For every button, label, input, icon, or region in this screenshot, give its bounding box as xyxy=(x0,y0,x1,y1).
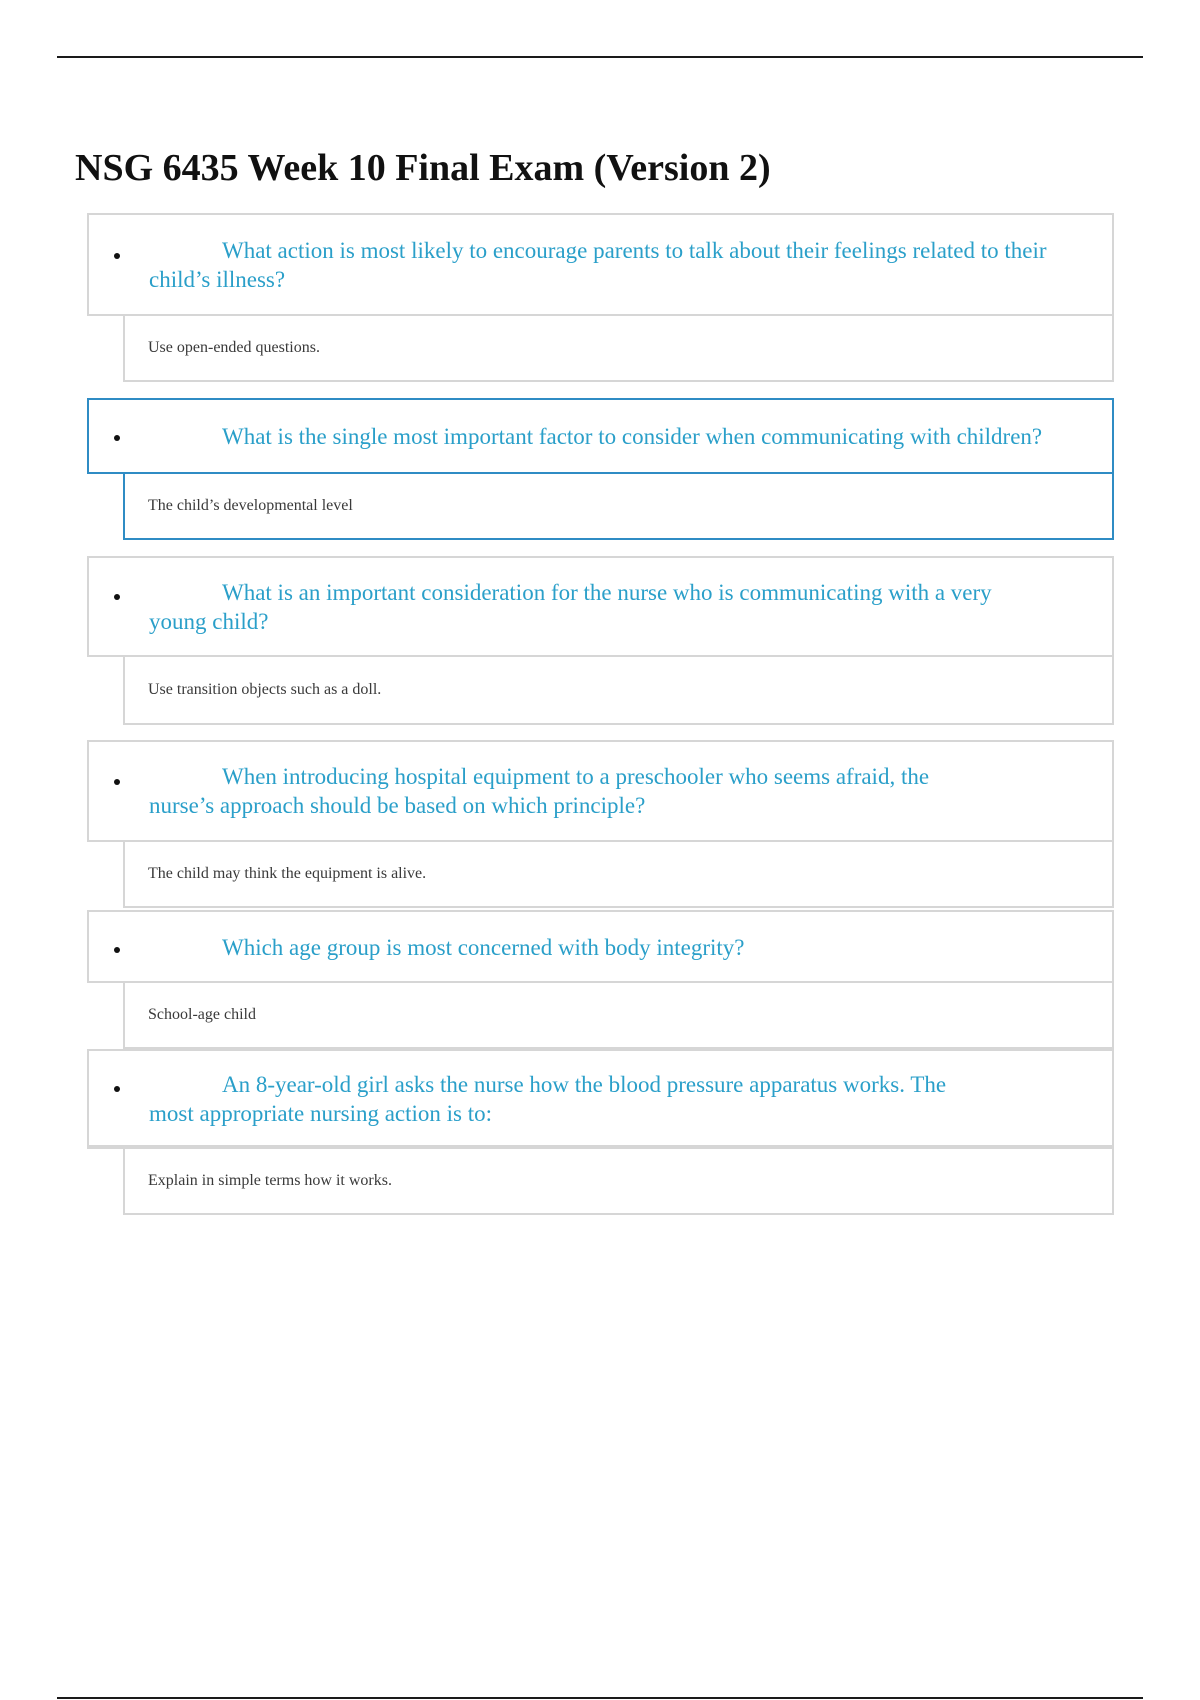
answer-text: The child’s developmental level xyxy=(148,497,353,514)
footer-rule xyxy=(57,1697,1143,1699)
header-rule xyxy=(57,56,1143,58)
question-text: What action is most likely to encourage parents to talk about their feelings related to their child’s illness? xyxy=(149,238,1047,292)
qa-item-3 xyxy=(87,556,1114,725)
bullet-icon xyxy=(114,779,120,785)
question-box[interactable] xyxy=(87,398,1114,474)
question-text: What is an important consideration for the nurse who is communicating with a very young child? xyxy=(149,580,992,634)
question-text: Which age group is most concerned with body integrity? xyxy=(222,935,745,960)
answer-box[interactable] xyxy=(123,316,1114,382)
qa-item-4 xyxy=(87,740,1114,908)
answer-text: The child may think the equipment is alive. xyxy=(148,865,427,882)
qa-item-2 xyxy=(87,398,1114,540)
answer-text: Use transition objects such as a doll. xyxy=(148,681,382,698)
answer-text: School-age child xyxy=(148,1006,256,1023)
bullet-icon xyxy=(114,947,120,953)
bullet-icon xyxy=(114,435,120,441)
answer-box[interactable] xyxy=(123,842,1114,908)
question-box[interactable] xyxy=(87,556,1114,657)
question-text: When introducing hospital equipment to a preschooler who seems afraid, the nurse’s approach should be based on which principle? xyxy=(149,764,930,818)
answer-text: Use open-ended questions. xyxy=(148,339,320,356)
qa-item-5 xyxy=(87,910,1114,1049)
bullet-icon xyxy=(114,253,120,259)
question-box[interactable] xyxy=(87,740,1114,842)
bullet-icon xyxy=(114,594,120,600)
question-box[interactable] xyxy=(87,910,1114,983)
document-title: NSG 6435 Week 10 Final Exam (Version 2) xyxy=(75,147,771,189)
qa-item-1 xyxy=(87,213,1114,382)
answer-text: Explain in simple terms how it works. xyxy=(148,1172,392,1189)
question-box[interactable] xyxy=(87,213,1114,316)
answer-box[interactable] xyxy=(123,983,1114,1049)
question-text: What is the single most important factor to consider when communicating with children? xyxy=(222,424,1043,449)
answer-box[interactable] xyxy=(123,474,1114,540)
question-box[interactable] xyxy=(87,1049,1114,1149)
bullet-icon xyxy=(114,1086,120,1092)
answer-box[interactable] xyxy=(123,657,1114,725)
question-text: An 8-year-old girl asks the nurse how the blood pressure apparatus works. The most appropriate nursing action is to: xyxy=(149,1072,947,1126)
qa-item-6 xyxy=(87,1049,1114,1215)
answer-box[interactable] xyxy=(123,1149,1114,1215)
